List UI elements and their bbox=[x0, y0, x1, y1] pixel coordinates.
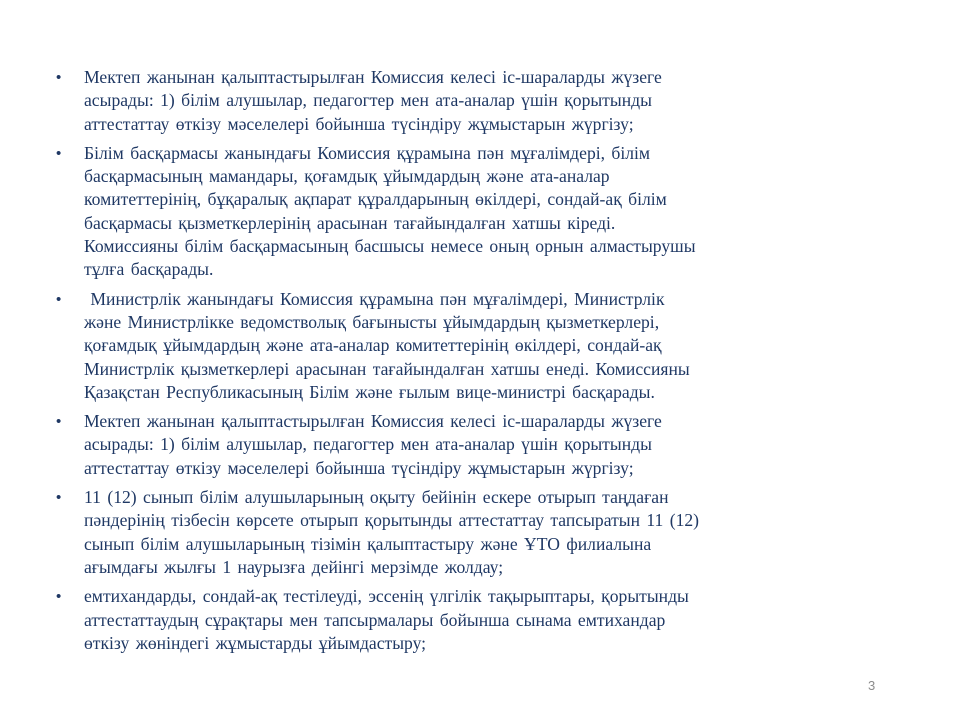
bullet-line: аттестаттаудың сұрақтары мен тапсырмалары бойынша сынама емтихандар bbox=[84, 609, 666, 630]
bullet-item bbox=[56, 288, 836, 404]
bullet-line: емтихандарды, сондай-ақ тестілеуді, эссенің үлгілік тақырыптары, қорытынды bbox=[84, 586, 689, 607]
bullet-line: Мектеп жанынан қалыптастырылған Комиссия келесі іс-шараларды жүзеге bbox=[84, 411, 662, 432]
bullet-line: 11 (12) сынып білім алушыларының оқыту бейінін ескере отырып таңдаған bbox=[84, 487, 669, 508]
bullet-line: Мектеп жанынан қалыптастырылған Комиссия келесі іс-шараларды жүзеге bbox=[84, 67, 662, 87]
bullet-line: өткізу жөніндегі жұмыстарды ұйымдастыру; bbox=[84, 632, 427, 653]
page-number: 3 bbox=[868, 678, 876, 693]
bullet-item bbox=[56, 410, 836, 480]
bullet-line: асырады: 1) білім алушылар, педагогтер мен ата-аналар үшін қорытынды bbox=[84, 434, 652, 455]
bullet-dot-icon: • bbox=[56, 489, 62, 507]
bullet-line: басқармасы қызметкерлерінің арасынан тағайындалған хатшы кіреді. bbox=[84, 212, 616, 233]
bullet-line: тұлға басқарады. bbox=[84, 259, 214, 280]
bullet-item bbox=[56, 142, 836, 282]
bullet-list bbox=[56, 66, 836, 661]
bullet-line: қоғамдық ұйымдардың және ата-аналар комитеттерінің өкілдері, сондай-ақ bbox=[84, 335, 662, 356]
bullet-line: Министрлік қызметкерлері арасынан тағайындалған хатшы енеді. Комиссияны bbox=[84, 358, 690, 379]
bullet-dot-icon: • bbox=[56, 413, 62, 431]
bullet-dot-icon: • bbox=[56, 144, 62, 162]
bullet-dot-icon: • bbox=[56, 588, 62, 606]
bullet-line: аттестаттау өткізу мәселелері бойынша түсіндіру жұмыстарын жүргізу; bbox=[84, 457, 634, 478]
bullet-line: Министрлік жанындағы Комиссия құрамына пән мұғалімдері, Министрлік bbox=[84, 288, 665, 309]
bullet-line: сынып білім алушыларының тізімін қалыптастыру және ҰТО филиалына bbox=[84, 533, 652, 554]
bullet-item bbox=[56, 66, 836, 136]
bullet-item bbox=[56, 585, 836, 655]
bullet-item bbox=[56, 486, 836, 579]
bullet-dot-icon: • bbox=[56, 290, 62, 308]
bullet-line: Қазақстан Республикасының Білім және ғылым вице-министрі басқарады. bbox=[84, 381, 655, 402]
bullet-line: ағымдағы жылғы 1 наурызға дейінгі мерзімде жолдау; bbox=[84, 556, 504, 577]
bullet-line: Комиссияны білім басқармасының басшысы немесе оның орнын алмастырушы bbox=[84, 236, 696, 257]
bullet-line: аттестаттау өткізу мәселелері бойынша түсіндіру жұмыстарын жүргізу; bbox=[84, 113, 634, 134]
bullet-dot-icon: • bbox=[56, 69, 62, 86]
bullet-line: асырады: 1) білім алушылар, педагогтер мен ата-аналар үшін қорытынды bbox=[84, 90, 652, 111]
bullet-line: және Министрлікке ведомстволық бағынысты ұйымдардың қызметкерлері, bbox=[84, 311, 660, 332]
bullet-line: Білім басқармасы жанындағы Комиссия құрамына пән мұғалімдері, білім bbox=[84, 142, 651, 163]
bullet-line: басқармасының мамандары, қоғамдық ұйымдардың және ата-аналар bbox=[84, 166, 610, 187]
bullet-line: комитеттерінің, бұқаралық ақпарат құралдарының өкілдері, сондай-ақ білім bbox=[84, 189, 667, 210]
bullet-line: пәндерінің тізбесін көрсете отырып қорытынды аттестаттау тапсыратын 11 (12) bbox=[84, 510, 700, 531]
